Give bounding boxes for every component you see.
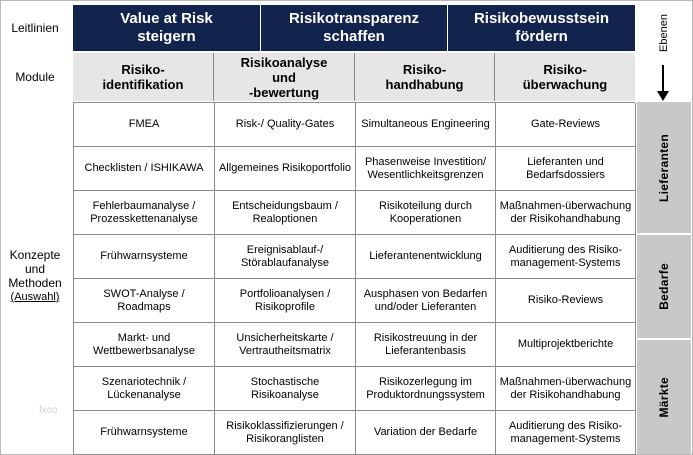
level-lieferanten: [637, 102, 691, 234]
method-label: Checklisten / ISHIKAWA: [84, 162, 204, 174]
method-label: Allgemeines Risikoportfolio: [218, 162, 352, 174]
ebenen-down-arrow-icon: [655, 63, 671, 103]
level-maerkte: [637, 340, 691, 454]
methods-grid: [73, 102, 635, 454]
module-label: Risikoanalyse und -bewertung: [240, 54, 328, 100]
method-label: Phasenweise Investition/ Wesentlichkeitsgrenzen: [364, 155, 487, 181]
level-label: Bedarfe: [657, 263, 671, 310]
method-cell: [74, 411, 215, 455]
method-cell: [496, 323, 636, 367]
guideline-label: Risikotransparenz schaffen: [288, 10, 420, 45]
method-cell: [215, 103, 356, 147]
method-cell: [356, 323, 496, 367]
method-cell: [74, 191, 215, 235]
label-module: Module: [15, 70, 55, 84]
module-risikoidentifikation: [73, 53, 214, 101]
module-risikoanalyse: [214, 53, 355, 101]
method-label: Lieferantenentwicklung: [369, 250, 482, 262]
watermark: fxco: [39, 405, 58, 416]
method-cell: [496, 279, 636, 323]
method-label: Frühwarnsysteme: [100, 426, 188, 438]
method-cell: [356, 191, 496, 235]
guideline-risikotransparenz: [261, 5, 448, 51]
method-cell: [496, 235, 636, 279]
method-cell: [356, 103, 496, 147]
method-cell: [74, 279, 215, 323]
guideline-risikobewusstsein: [448, 5, 635, 51]
method-cell: [74, 103, 215, 147]
method-cell: [74, 235, 215, 279]
method-cell: [215, 235, 356, 279]
level-bedarfe: [637, 235, 691, 339]
method-label: Risiko-Reviews: [527, 294, 604, 306]
method-cell: [496, 103, 636, 147]
method-label: Fehlerbaumanalyse / Prozesskettenanalyse: [90, 199, 198, 225]
method-label: Maßnahmen-überwachung der Risikohandhabung: [499, 375, 632, 401]
method-label: Risikoteilung durch Kooperationen: [379, 199, 472, 225]
ebenen-label: [649, 5, 679, 61]
ebenen-text: Ebenen: [658, 14, 670, 52]
level-label: Märkte: [657, 376, 671, 418]
method-label: Ereignisablauf-/ Störablaufanalyse: [240, 243, 330, 269]
method-cell: [215, 367, 356, 411]
module-label: Risiko- identifikation: [102, 62, 184, 92]
method-label: Lieferanten und Bedarfsdossiers: [526, 155, 605, 181]
method-label: Simultaneous Engineering: [361, 118, 490, 130]
module-label: Risiko- überwachung: [522, 62, 608, 92]
method-label: Multiprojektberichte: [517, 338, 614, 350]
method-cell: [356, 367, 496, 411]
method-cell: [74, 367, 215, 411]
method-label: Markt- und Wettbewerbsanalyse: [93, 331, 195, 357]
module-risikoueberwachung: [495, 53, 635, 101]
method-label: Risikostreuung in der Lieferantenbasis: [373, 331, 478, 357]
method-cell: [215, 191, 356, 235]
method-label: Szenariotechnik / Lückenanalyse: [101, 375, 187, 401]
method-label: Auditierung des Risiko- management-Systems: [508, 419, 623, 445]
method-label: Entscheidungsbaum / Realoptionen: [232, 199, 338, 225]
method-cell: [215, 147, 356, 191]
method-cell: [356, 411, 496, 455]
method-cell: [356, 279, 496, 323]
method-cell: [74, 323, 215, 367]
label-leitlinien: Leitlinien: [11, 21, 59, 35]
method-label: Gate-Reviews: [530, 118, 601, 130]
guideline-label: Value at Risk steigern: [120, 10, 213, 45]
guideline-value-at-risk: [73, 5, 261, 51]
method-cell: [215, 279, 356, 323]
method-label: Portfolioanalysen / Risikoprofile: [239, 287, 331, 313]
method-label: FMEA: [128, 118, 160, 130]
module-label: Risiko- handhabung: [385, 62, 464, 92]
konzepte-text: Konzepte und Methoden: [8, 248, 62, 290]
method-label: Ausphasen von Bedarfen und/oder Lieferanten: [363, 287, 488, 313]
method-label: SWOT-Analyse / Roadmaps: [103, 287, 185, 313]
label-konzepte-und-methoden: [1, 241, 69, 311]
method-label: Auditierung des Risiko- management-Systems: [508, 243, 623, 269]
method-cell: [496, 191, 636, 235]
method-cell: [496, 367, 636, 411]
method-cell: [215, 323, 356, 367]
method-label: Stochastische Risikoanalyse: [250, 375, 320, 401]
method-label: Maßnahmen-überwachung der Risikohandhabung: [499, 199, 632, 225]
method-label: Risikoklassifizierungen / Risikoranglisten: [226, 419, 344, 445]
auswahl-text: (Auswahl): [10, 291, 60, 303]
method-label: Variation der Bedarfe: [373, 426, 478, 438]
method-label: Risikozerlegung im Produktordnungssystem: [366, 375, 485, 401]
method-cell: [74, 147, 215, 191]
method-label: Frühwarnsysteme: [100, 250, 188, 262]
method-cell: [496, 411, 636, 455]
method-label: Unsicherheitskarte / Vertrautheitsmatrix: [236, 331, 334, 357]
method-cell: [356, 147, 496, 191]
method-label: Risk-/ Quality-Gates: [235, 118, 335, 130]
guideline-label: Risikobewusstsein fördern: [473, 10, 610, 45]
module-risikohandhabung: [355, 53, 495, 101]
method-cell: [356, 235, 496, 279]
method-cell: [496, 147, 636, 191]
level-label: Lieferanten: [657, 133, 671, 202]
method-cell: [215, 411, 356, 455]
